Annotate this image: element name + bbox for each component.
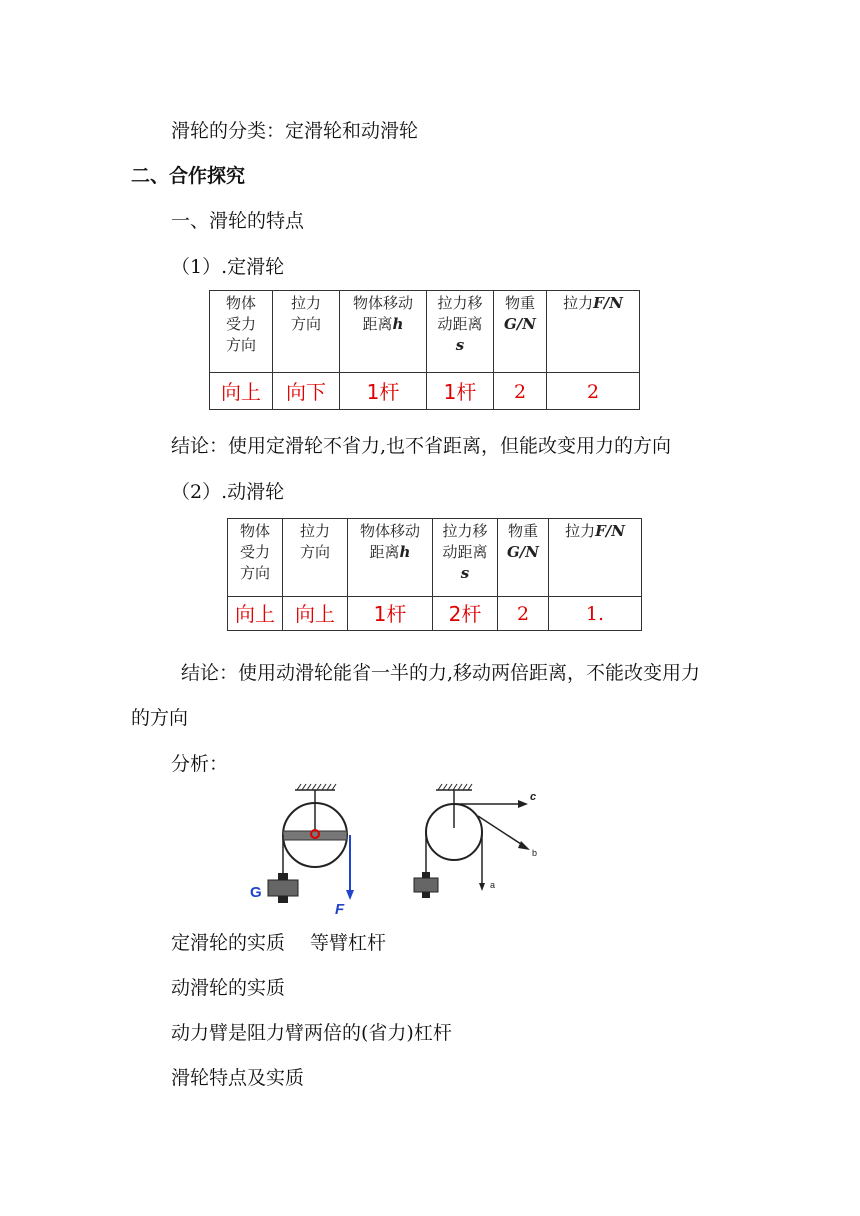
arrowhead-c <box>518 800 528 808</box>
header-pull-distance: 拉力移 动距离 s <box>427 291 494 373</box>
arrowhead-b <box>518 841 530 850</box>
label-c: c <box>530 791 537 803</box>
cell-force-direction: 向上 <box>210 373 273 410</box>
movable-pulley-conclusion: 结论：使用动滑轮能省一半的力,移动两倍距离，不能改变用力 <box>181 662 701 684</box>
table-header-row <box>228 519 642 597</box>
cell-pull-distance: 2杆 <box>433 597 498 631</box>
cell-object-distance: 1杆 <box>348 597 433 631</box>
pulley-lever-diagram <box>240 780 570 920</box>
pull-line-b <box>478 816 524 846</box>
cell-pull-direction: 向上 <box>283 597 348 631</box>
movable-pulley-conclusion-cont: 的方向 <box>131 707 189 729</box>
fixed-pulley-essence: 定滑轮的实质 等臂杠杆 <box>171 932 387 954</box>
subsection-heading: 一、滑轮的特点 <box>171 210 305 232</box>
header-force-direction: 物体 受力 方向 <box>228 519 283 597</box>
cell-object-distance: 1杆 <box>340 373 427 410</box>
table-header-row <box>210 291 640 373</box>
fixed-pulley-directions-figure <box>414 784 537 898</box>
movable-pulley-essence: 动滑轮的实质 <box>171 977 286 999</box>
ceiling-hatch <box>438 784 472 790</box>
cell-force-direction: 向上 <box>228 597 283 631</box>
label-G: G <box>250 884 262 901</box>
fixed-pulley-table <box>209 290 640 410</box>
header-weight: 物重 G/N <box>498 519 549 597</box>
ceiling-hatch <box>297 784 336 790</box>
weight-block <box>414 878 438 892</box>
pulley-summary: 滑轮特点及实质 <box>171 1067 305 1089</box>
weight-hook-top <box>422 872 430 878</box>
label-b: b <box>532 848 538 858</box>
weight-hook-bottom <box>278 896 288 903</box>
table-row <box>228 597 642 631</box>
cell-pull-direction: 向下 <box>273 373 340 410</box>
header-pull-force: 拉力F/N <box>547 291 640 373</box>
header-object-distance: 物体移动 距离h <box>340 291 427 373</box>
label-F: F <box>335 901 345 918</box>
header-pull-distance: 拉力移 动距离 s <box>433 519 498 597</box>
section-heading: 二、合作探究 <box>131 165 246 187</box>
force-arrowhead-F <box>346 890 354 900</box>
weight-block <box>268 880 298 896</box>
cell-pull-force: 1. <box>549 597 642 631</box>
header-force-direction: 物体 受力 方向 <box>210 291 273 373</box>
header-object-distance: 物体移动 距离h <box>348 519 433 597</box>
header-pull-force: 拉力F/N <box>549 519 642 597</box>
fixed-pulley-conclusion: 结论：使用定滑轮不省力,也不省距离，但能改变用力的方向 <box>171 435 672 457</box>
cell-pull-force: 2 <box>547 373 640 410</box>
cell-weight: 2 <box>494 373 547 410</box>
fixed-pulley-heading: （1）.定滑轮 <box>171 256 285 278</box>
header-pull-direction: 拉力 方向 <box>283 519 348 597</box>
header-weight: 物重 G/N <box>494 291 547 373</box>
weight-hook-bottom <box>422 892 430 898</box>
weight-hook-top <box>278 873 288 880</box>
cell-pull-distance: 1杆 <box>427 373 494 410</box>
movable-pulley-table <box>227 518 642 631</box>
fixed-pulley-lever-figure <box>250 784 354 918</box>
analysis-label: 分析： <box>171 753 229 775</box>
header-pull-direction: 拉力 方向 <box>273 291 340 373</box>
label-a: a <box>490 880 496 890</box>
cell-weight: 2 <box>498 597 549 631</box>
arrowhead-a <box>479 883 485 891</box>
table-row <box>210 373 640 410</box>
movable-pulley-heading: （2）.动滑轮 <box>171 481 285 503</box>
movable-pulley-arm-note: 动力臂是阻力臂两倍的(省力)杠杆 <box>171 1022 452 1044</box>
pulley-classification: 滑轮的分类：定滑轮和动滑轮 <box>171 120 419 142</box>
